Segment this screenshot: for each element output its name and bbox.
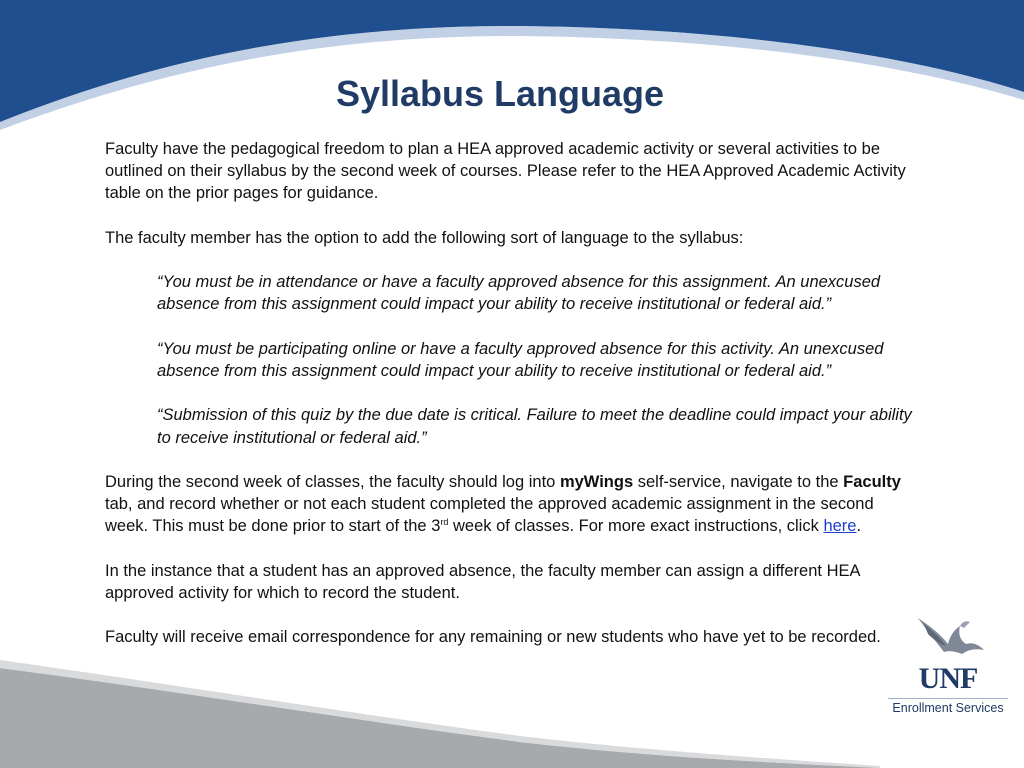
closing-paragraph: Faculty will receive email correspondence for any remaining or new students who have yet to be recorded.: [105, 628, 881, 647]
mywings-label: myWings: [559, 472, 634, 491]
instructions-link[interactable]: here: [823, 517, 857, 536]
quote-attendance: “You must be in attendance or have a faculty approved absence for this assignment. An unexcused absence from this assignment could impact your ability to receive institutional or federal aid.”: [157, 273, 881, 314]
faculty-tab-label: Faculty: [843, 472, 901, 491]
intro-paragraph: Faculty have the pedagogical freedom to plan a HEA approved academic activity or several activities to be outlined on their syllabus by the second week of courses. Please refer to the HEA Approved Academic Activity table on the prior pages for guidance.: [105, 140, 906, 203]
quote-quiz: “Submission of this quiz by the due date is critical. Failure to meet the deadline could impact your ability to receive institutional or federal aid.”: [157, 406, 912, 447]
option-paragraph: The faculty member has the option to add the following sort of language to the syllabus:: [105, 228, 744, 247]
osprey-icon: [910, 614, 986, 662]
logo-subtitle: Enrollment Services: [892, 701, 1004, 715]
logo-wordmark: UNF: [918, 662, 978, 695]
slide-body: [105, 138, 920, 671]
instructions-text-1: During the second week of classes, the faculty should log into: [105, 472, 560, 491]
absence-paragraph: In the instance that a student has an approved absence, the faculty member can assign a different HEA approved activity for which to record the student.: [105, 561, 860, 602]
instructions-text-3: tab, and record whether or not each student completed the approved academic assignment in the second week. This must be done prior to start of the 3: [105, 495, 874, 536]
ordinal-superscript: rd: [440, 517, 449, 528]
slide-title: Syllabus Language: [335, 73, 665, 114]
instructions-paragraph: [105, 471, 920, 538]
quote-online: “You must be participating online or have a faculty approved absence for this activity. An unexcused absence from this assignment could impact your ability to receive institutional or federal aid.”: [157, 339, 884, 380]
unf-logo: [886, 614, 1010, 718]
instructions-text-5: .: [856, 517, 862, 536]
instructions-text-2: self-service, navigate to the: [633, 472, 844, 491]
logo-divider: [888, 698, 1008, 699]
instructions-text-4: week of classes. For more exact instructions, click: [448, 517, 824, 536]
